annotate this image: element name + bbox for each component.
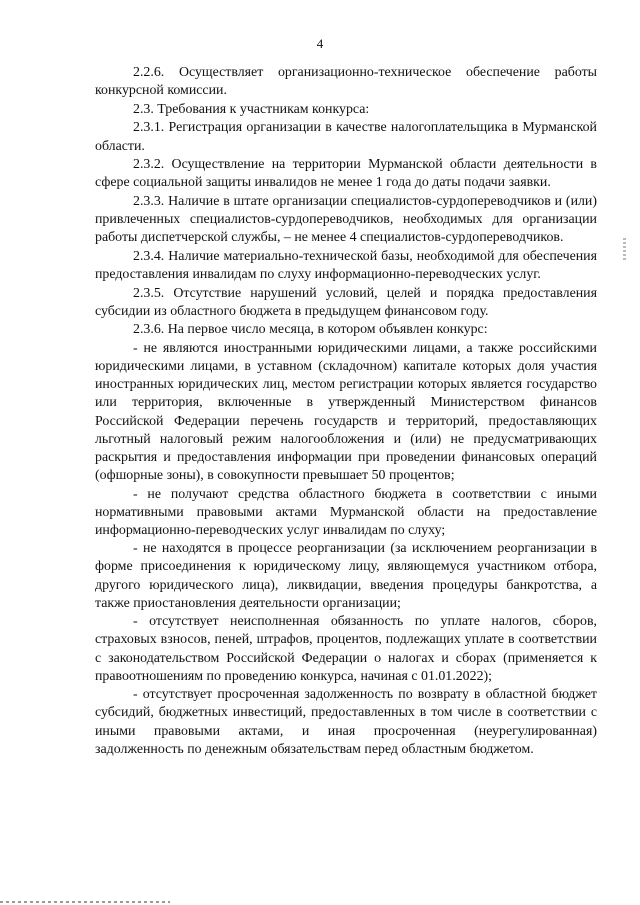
- list-item-offshore: - не являются иностранными юридическими лицами, а также российскими юридическими лицами, в уставном (складочном) капитале которых доля участия иностранных юридических лиц, местом регистрации которых является государство или территория, включенные в утвержденный Министерством финансов Российской Федерации перечень государств и территорий, предоставляющих льготный налоговый режим налогообложения и (или) не предусматривающих раскрытия и предоставления информации при проведении финансовых операций (офшорные зоны), в совокупности превышает 50 процентов;: [95, 341, 597, 483]
- page-number: 4: [316, 36, 324, 51]
- paragraph-2-2-6: 2.2.6. Осуществляет организационно-техническое обеспечение работы конкурсной комиссии.: [95, 65, 597, 99]
- list-item-not-reorganizing: - не находятся в процессе реорганизации (за исключением реорганизации в форме присоединения к юридическому лицу, являющемуся участником отбора, другого юридического лица), ликвидации, введения процедуры банкротства, а также приостановления деятельности организации;: [95, 541, 597, 611]
- scan-bottom-edge: [0, 901, 170, 903]
- list-item-no-other-funds: - не получают средства областного бюджета в соответствии с иными нормативными правовыми актами Мурманской области на предоставление информационно-переводческих услуг инвалидам по слуху;: [95, 486, 597, 538]
- paragraph-2-3-4: 2.3.4. Наличие материально-технической базы, необходимой для обеспечения предоставления инвалидам по слуху информационно-переводческих услуг.: [95, 248, 597, 282]
- document-body: [95, 64, 597, 759]
- paragraph-2-3-6: 2.3.6. На первое число месяца, в котором объявлен конкурс:: [133, 322, 488, 338]
- paragraph-2-3-3: 2.3.3. Наличие в штате организации специалистов-сурдопереводчиков и (или) привлеченных специалистов-сурдопереводчиков, необходимых для организации работы диспетчерской службы, – не менее 4 специалистов-сурдопереводчиков.: [95, 194, 597, 246]
- paragraph-2-3-5: 2.3.5. Отсутствие нарушений условий, целей и порядка предоставления субсидии из областного бюджета в предыдущем финансовом году.: [95, 285, 597, 319]
- list-item-no-tax-debt: - отсутствует неисполненная обязанность по уплате налогов, сборов, страховых взносов, пеней, штрафов, процентов, подлежащих уплате в соответствии с законодательством Российской Федерации о налогах и сборах (применяется к правоотношениям по проведению конкурса, начиная с 01.01.2022);: [95, 614, 597, 684]
- paragraph-2-3-1: 2.3.1. Регистрация организации в качестве налогоплательщика в Мурманской области.: [95, 120, 597, 154]
- paragraph-2-3: 2.3. Требования к участникам конкурса:: [133, 101, 370, 117]
- list-item-no-overdue-debt: - отсутствует просроченная задолженность по возврату в областной бюджет субсидий, бюджетных инвестиций, предоставленных в том числе в соответствии с иными правовыми актами, и иная просроченная (неурегулированная) задолженность по денежным обязательствам перед областным бюджетом.: [95, 687, 597, 757]
- paragraph-2-3-2: 2.3.2. Осуществление на территории Мурманской области деятельности в сфере социальной защиты инвалидов не менее 1 года до даты подачи заявки.: [95, 157, 597, 191]
- scan-margin-mark: [623, 238, 626, 260]
